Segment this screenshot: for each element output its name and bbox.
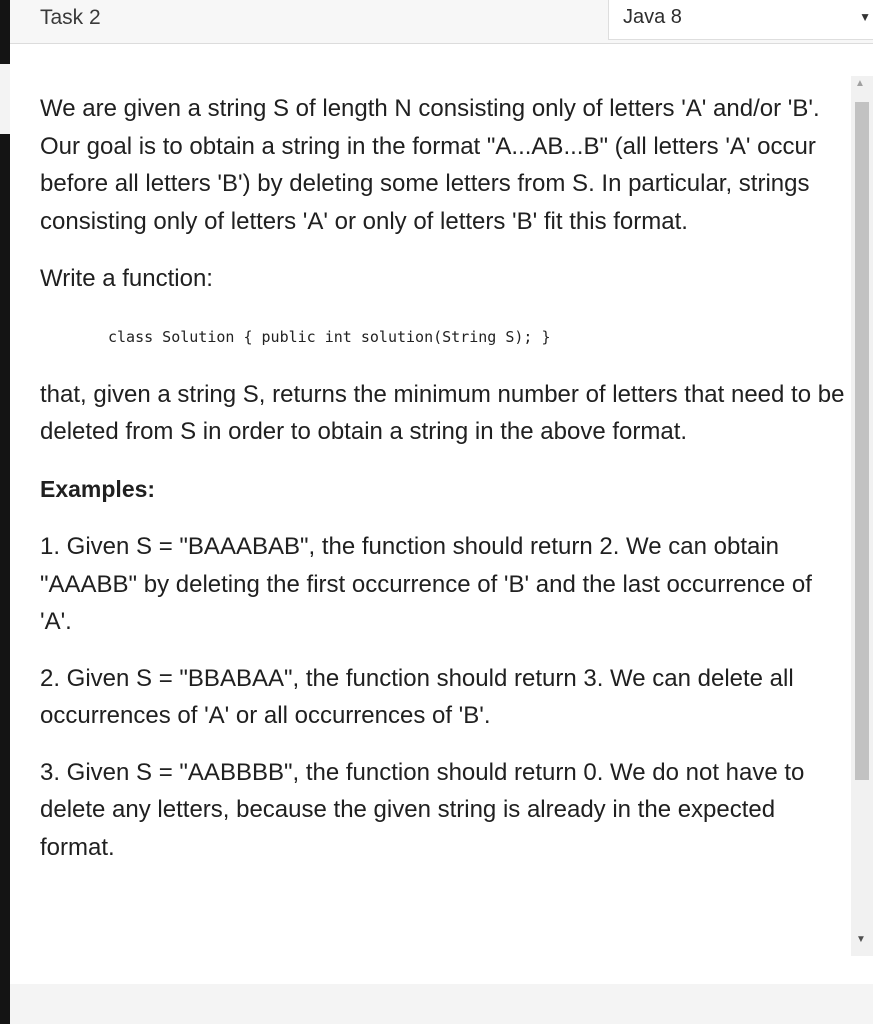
scrollbar-thumb[interactable] [855, 102, 869, 780]
write-function-text: Write a function: [40, 265, 213, 292]
scroll-down-arrow-icon[interactable]: ▼ [856, 934, 866, 945]
task-title: Task 2 [40, 6, 101, 29]
language-select[interactable] [608, 0, 873, 40]
example-2: 2. Given S = "BBABAA", the function should return 3. We can delete all occurrences of 'A' or all occurrences of 'B'. [40, 664, 794, 729]
task-header-bar [10, 0, 873, 44]
task-statement: that, given a string S, returns the minimum number of letters that need to be deleted from S in order to obtain a string in the above format. [40, 380, 845, 445]
problem-intro: We are given a string S of length N consisting only of letters 'A' and/or 'B'. Our goal is to obtain a string in the format "A...AB...B" (all letters 'A' occur before all letters 'B') by deleting some letters from S. In particular, strings consisting only of letters 'A' or only of letters 'B' fit this format. [40, 95, 820, 235]
language-select-value: Java 8 [623, 6, 682, 28]
scroll-up-arrow-icon[interactable]: ▲ [855, 78, 865, 89]
problem-description [40, 90, 850, 866]
examples-heading: Examples: [40, 475, 156, 502]
example-1: 1. Given S = "BAAABAB", the function should return 2. We can obtain "AAABB" by deleting the first occurrence of 'B' and the last occurrence of 'A'. [40, 533, 812, 635]
function-signature-code: class Solution { public int solution(String S); } [108, 327, 551, 346]
example-3: 3. Given S = "AABBBB", the function should return 0. We do not have to delete any letters, because the given string is already in the expected format. [40, 758, 805, 861]
vertical-scrollbar[interactable] [851, 76, 873, 956]
left-edge-highlight [0, 64, 10, 134]
bottom-panel-edge [10, 984, 873, 1024]
caret-down-icon: ▼ [859, 10, 871, 24]
left-edge [0, 0, 10, 1024]
